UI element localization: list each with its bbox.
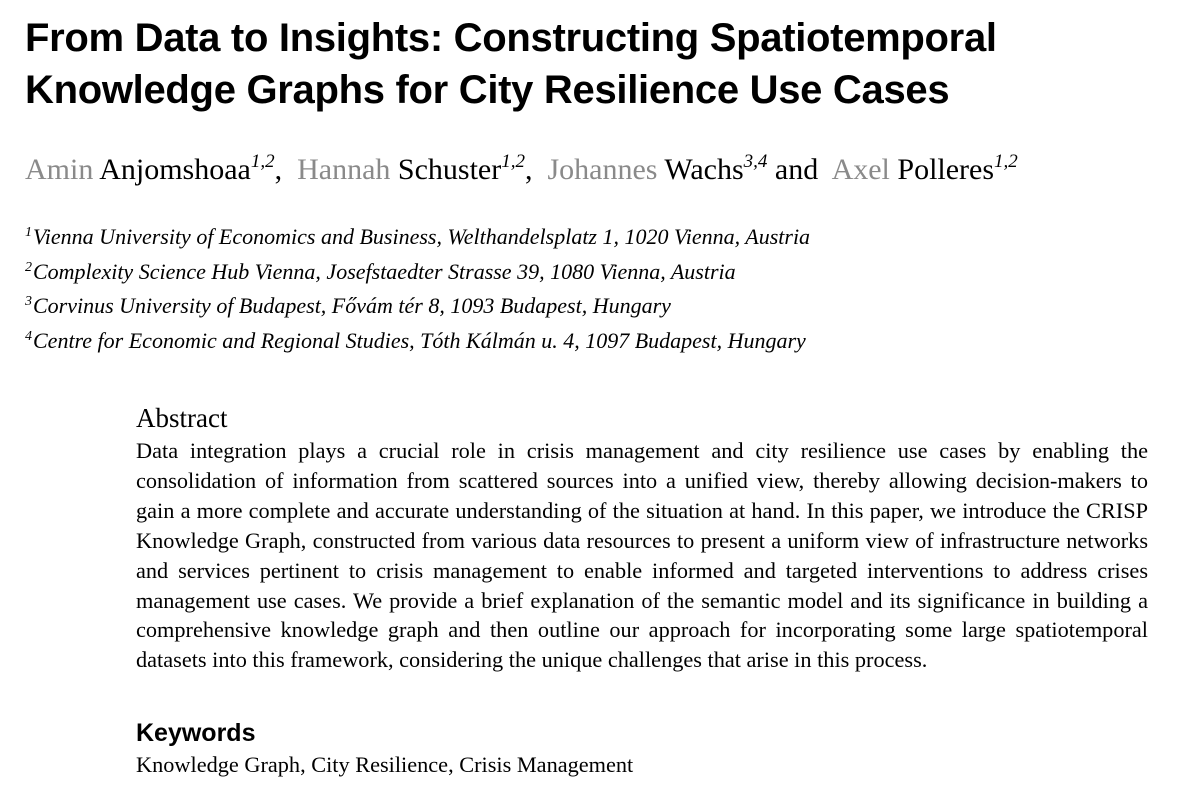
author-given-name: Johannes [547, 153, 658, 186]
affiliation-item [25, 220, 810, 255]
paper-title [25, 12, 1185, 116]
keywords-text: Knowledge Graph, City Resilience, Crisis Management [136, 752, 634, 777]
affiliation-text: Centre for Economic and Regional Studies, Tóth Kálmán u. 4, 1097 Budapest, Hungary [33, 327, 806, 353]
author-anjomshoaa [25, 153, 275, 186]
abstract-heading: Abstract [136, 403, 228, 433]
author-affiliation-marker: 3,4 [743, 151, 768, 172]
keywords-heading: Keywords [136, 719, 256, 747]
abstract-text: Data integration plays a crucial role in crisis management and city resilience use cases by enabling the consolidation of information from scattered sources into a unified view, thereby allowing decision-makers to gain a more complete and accurate understanding of the situation at hand. In this paper, we introduce the CRISP Knowledge Graph, constructed from various data resources to present a uniform view of infrastructure networks and services pertinent to crisis management to enable informed and targeted interventions to address crises management use cases. We provide a brief explanation of the semantic model and its significance in building a comprehensive knowledge graph and then outline our approach for incorporating some large spatiotemporal datasets into this framework, considering the unique challenges that arise in this process. [136, 438, 1148, 673]
affiliation-number: 4 [25, 328, 32, 344]
paper-title-line-2: Knowledge Graphs for City Resilience Use Cases [25, 68, 950, 112]
author-given-name: Axel [831, 153, 890, 186]
author-family-name: Schuster [397, 153, 502, 186]
author-list [25, 152, 1018, 188]
abstract-section [136, 402, 1148, 675]
affiliation-text: Complexity Science Hub Vienna, Josefstaedter Strasse 39, 1080 Vienna, Austria [33, 258, 736, 284]
affiliation-item [25, 289, 810, 324]
affiliation-item [25, 324, 810, 359]
author-wachs [547, 153, 767, 186]
author-affiliation-marker: 1,2 [250, 151, 275, 172]
author-family-name: Wachs [664, 153, 744, 186]
author-family-name: Anjomshoaa [99, 153, 251, 186]
author-given-name: Hannah [297, 153, 391, 186]
paper-title-line-1: From Data to Insights: Constructing Spatiotemporal [25, 16, 997, 60]
author-affiliation-marker: 1,2 [994, 151, 1018, 172]
affiliation-number: 2 [25, 259, 32, 275]
author-separator: , [274, 153, 298, 186]
affiliation-list [25, 220, 810, 358]
affiliation-number: 3 [25, 294, 32, 309]
author-affiliation-marker: 1,2 [501, 151, 525, 172]
author-given-name: Amin [25, 153, 94, 186]
keywords-section [136, 716, 1148, 780]
author-family-name: Polleres [897, 153, 995, 186]
affiliation-number: 1 [25, 225, 32, 240]
author-separator: and [767, 153, 832, 186]
affiliation-item [25, 255, 810, 290]
affiliation-text: Corvinus University of Budapest, Fővám tér 8, 1093 Budapest, Hungary [33, 293, 671, 318]
author-separator: , [524, 153, 548, 186]
author-schuster [297, 153, 525, 186]
author-polleres [832, 153, 1018, 186]
affiliation-text: Vienna University of Economics and Business, Welthandelsplatz 1, 1020 Vienna, Austria [33, 224, 811, 249]
